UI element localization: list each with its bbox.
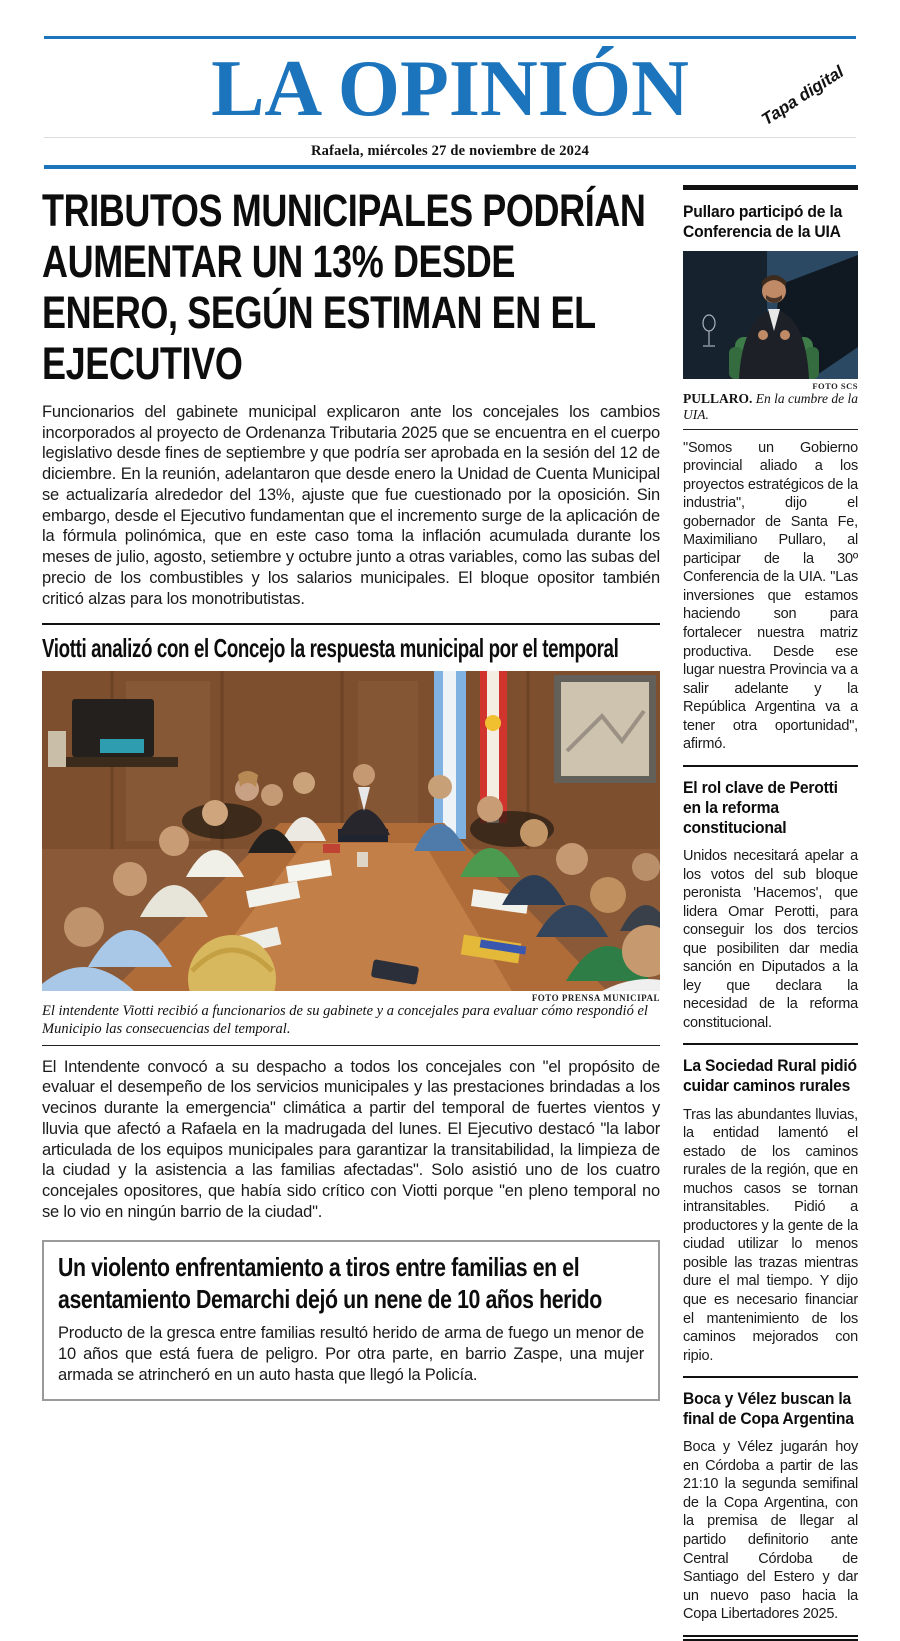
sidebar bbox=[683, 185, 858, 1641]
meeting-photo bbox=[42, 671, 660, 991]
sidebar-body: Tras las abundantes lluvias, la entidad lamentó el estado de los caminos rurales de la región, que en muchos casos se tornan intransitables. Pidió a productores y la gente de la ciudad utilizar lo menos posible las trazas mientras dure el mal tiempo. Y dijo que es necesario financiar el mantenimiento de los caminos mejorados con ripio. bbox=[683, 1106, 858, 1364]
argentina-flag bbox=[434, 671, 466, 839]
section-divider bbox=[42, 623, 660, 625]
second-story-headline: Viotti analizó con el Concejo la respuesta municipal por el temporal bbox=[42, 632, 619, 663]
lead-paragraph: Funcionarios del gabinete municipal explicaron ante los concejales los cambios incorporados al proyecto de Ordenanza Tributaria 2025 que se encuentra en el cuerpo legislativo desde fines de septiembre y que podría ser aprobada en la sesión del 12 de diciembre. En la reunión, adelantaron que desde enero la Unidad de Cuenta Municipal se actualizaría alrededor del 13%, ajuste que fue cuestionado por la oposición. Sin embargo, desde el Ejecutivo fundamentan que el incremento surge de la aplicación de la fórmula polinómica, que en este caso toma la inflación acumulada durante los meses de julio, agosto, setiembre y octubre junto a otras variables, como las subas del precio de los combustibles y los salarios municipales. El bloque opositor también criticó alzas para los monotributistas. bbox=[42, 402, 660, 608]
sidebar-item-perotti bbox=[683, 778, 858, 1033]
second-story-body: El Intendente convocó a su despacho a todos los concejales con "el propósito de evaluar el desempeño de los servicios municipales y las prestaciones brindadas a los vecinos durante la emergencia" climática a partir del temporal de fuertes vientos y lluvia que afectó a Rafaela en la madrugada del lunes. El Ejecutivo destacó "la labor articulada de los equipos municipales para garantizar la transitabilidad, la limpieza de la ciudad y la asistencia a las familias afectadas". Solo asistió uno de los cuatro concejales opositores, que había sido crítico con Viotti porque "en pleno temporal no se lo vio en ningún barrio de la ciudad". bbox=[42, 1057, 660, 1222]
pullaro-photo bbox=[683, 251, 858, 379]
caption-rest: En la cumbre de la UIA. bbox=[683, 390, 858, 422]
sidebar-bottom-rule bbox=[683, 1635, 858, 1641]
sidebar-divider bbox=[683, 1376, 858, 1378]
boxed-story-headline: Un violento enfrentamiento a tiros entre familias en el asentamiento Demarchi dejó un nene de 10 años herido bbox=[58, 1251, 602, 1314]
tapa-digital-badge: Tapa digital bbox=[758, 62, 848, 130]
newspaper-title: LA OPINIÓN bbox=[211, 45, 689, 133]
photo-caption: El intendente Viotti recibió a funcionarios de su gabinete y a concejales para evaluar cómo respondió el Municipio las consecuencias del temporal. bbox=[42, 1003, 660, 1045]
masthead-top-rule bbox=[44, 36, 856, 39]
masthead-bottom-rule bbox=[44, 165, 856, 169]
sidebar-body: Unidos necesitará apelar a los votos del sub bloque peronista 'Hacemos', que lidera Omar Perotti, para conseguir los dos tercios que posibiliten dar media sanción en Diputados a la ley que declara la necesidad de la reforma constitucional. bbox=[683, 847, 858, 1031]
photo-credit: FOTO PRENSA MUNICIPAL bbox=[531, 993, 660, 1004]
sidebar-headline: La Sociedad Rural pidió cuidar caminos rurales bbox=[683, 1056, 857, 1096]
sidebar-divider bbox=[683, 765, 858, 767]
caption-lead: PULLARO. bbox=[683, 390, 753, 406]
sidebar-top-rule bbox=[683, 185, 858, 190]
sidebar-headline: Boca y Vélez buscan la final de Copa Argentina bbox=[683, 1389, 854, 1429]
page-content bbox=[0, 169, 900, 1641]
boxed-story bbox=[42, 1240, 660, 1401]
sidebar-headline: Pullaro participó de la Conferencia de la UIA bbox=[683, 201, 843, 241]
sidebar-item-copa-argentina bbox=[683, 1389, 858, 1624]
sidebar-item-sociedad-rural bbox=[683, 1056, 858, 1365]
lead-headline: TRIBUTOS MUNICIPALES PODRÍAN AUMENTAR UN 13% DESDE ENERO, SEGÚN ESTIMAN EN EL EJECUTIVO bbox=[42, 184, 646, 390]
sidebar-photo-credit: FOTO SCS bbox=[812, 380, 858, 391]
dateline: Rafaela, miércoles 27 de noviembre de 2024 bbox=[310, 142, 590, 159]
masthead bbox=[0, 0, 900, 169]
sidebar-divider bbox=[683, 1043, 858, 1045]
wall-picture bbox=[554, 675, 656, 783]
boxed-story-body: Producto de la gresca entre familias resultó herido de arma de fuego un menor de 10 años que está fuera de peligro. Por otra parte, en barrio Zaspe, una mujer armada se atrincheró en un auto hasta que llegó la Policía. bbox=[58, 1324, 644, 1384]
main-column bbox=[42, 185, 660, 1641]
dateline-row bbox=[44, 137, 856, 160]
sidebar-item-pullaro bbox=[683, 202, 858, 754]
sidebar-body: Boca y Vélez jugarán hoy en Córdoba a partir de las 21:10 la segunda semifinal de la Copa Argentina, con la premisa de llegar al partido definitorio ante Central Córdoba de Santiago del Estero y dar un nuevo paso hacia la Copa Libertadores 2025. bbox=[683, 1439, 858, 1623]
sidebar-photo-caption bbox=[683, 391, 858, 430]
sidebar-headline: El rol clave de Perotti en la reforma constitucional bbox=[683, 777, 838, 837]
sidebar-body: "Somos un Gobierno provincial aliado a los proyectos estratégicos de la industria", dijo el gobernador de Santa Fe, Maximiliano Pullaro, al participar de la 30º Conferencia de la UIA. "Las inversiones que estamos haciendo son para fortalecer nuestra matriz productiva. Desde ese lugar nuestra Provincia va a salir adelante y la República Argentina va a tener otra oportunidad", afirmó. bbox=[683, 439, 858, 753]
